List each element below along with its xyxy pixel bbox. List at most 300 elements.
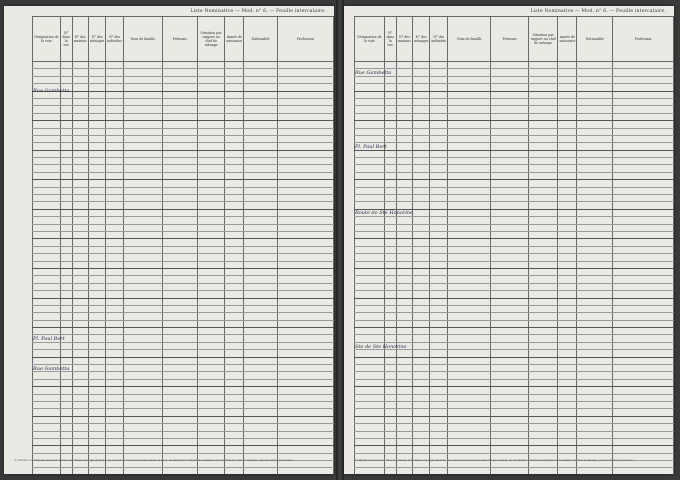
table-cell [72,350,88,357]
table-cell [106,320,124,327]
table-cell [88,424,105,431]
table-cell [491,180,528,187]
table-cell [60,62,72,69]
table-cell [72,158,88,165]
table-cell [123,268,162,275]
table-cell [33,387,61,394]
table-cell [60,372,72,379]
table-cell [355,379,385,386]
table-cell [612,328,673,335]
table-row [33,62,334,69]
table-cell [612,209,673,216]
table-cell [384,113,396,120]
table-cell [558,350,577,357]
table-cell [244,431,277,438]
table-cell [396,121,412,128]
table-cell [88,276,105,283]
table-cell [412,313,429,320]
table-cell [491,165,528,172]
table-cell [612,195,673,202]
table-cell [577,305,613,312]
table-cell [355,180,385,187]
table-cell [355,283,385,290]
table-cell [60,394,72,401]
table-cell [123,372,162,379]
table-cell [244,291,277,298]
table-cell [225,268,244,275]
table-cell [123,335,162,342]
table-cell [123,172,162,179]
table-cell [412,202,429,209]
table-cell [558,254,577,261]
table-cell [430,91,448,98]
table-cell [106,62,124,69]
table-cell [162,320,197,327]
table-row [33,76,334,83]
table-cell [123,298,162,305]
table-cell [448,91,491,98]
table-cell [491,320,528,327]
table-cell [72,431,88,438]
table-cell [277,298,333,305]
table-row [33,320,334,327]
table-cell [33,409,61,416]
table-row [355,135,674,142]
table-cell [355,276,385,283]
table-cell [448,335,491,342]
table-cell [384,150,396,157]
table-cell [528,335,558,342]
table-cell [396,313,412,320]
table-cell [162,401,197,408]
table-cell [60,320,72,327]
table-cell [396,143,412,150]
table-row [355,187,674,194]
table-cell [123,246,162,253]
table-cell [577,313,613,320]
table-cell [412,113,429,120]
table-row [33,387,334,394]
table-cell [558,113,577,120]
table-cell [491,372,528,379]
table-cell [448,320,491,327]
table-cell [162,342,197,349]
table-cell [396,438,412,445]
table-cell [396,128,412,135]
table-cell [244,69,277,76]
table-cell [277,84,333,91]
table-cell [197,113,225,120]
table-cell [558,224,577,231]
table-cell [448,121,491,128]
table-cell [88,379,105,386]
table-cell [277,143,333,150]
table-cell [72,446,88,453]
table-cell [244,409,277,416]
table-cell [355,113,385,120]
table-cell [491,187,528,194]
table-cell [277,379,333,386]
table-cell [355,261,385,268]
table-cell [384,246,396,253]
table-cell [355,128,385,135]
table-cell [33,246,61,253]
table-cell [106,202,124,209]
table-cell [355,335,385,342]
table-row [33,84,334,91]
table-cell [33,165,61,172]
table-cell [60,239,72,246]
table-row [355,446,674,453]
table-cell [491,158,528,165]
table-cell [355,350,385,357]
table-cell [528,246,558,253]
table-cell [197,69,225,76]
table-row [33,106,334,113]
table-cell [88,224,105,231]
table-cell [197,261,225,268]
table-cell [106,113,124,120]
table-cell [244,165,277,172]
table-cell [88,150,105,157]
table-cell [88,438,105,445]
table-cell [277,165,333,172]
table-cell [448,328,491,335]
table-cell [197,283,225,290]
table-cell [355,158,385,165]
table-cell [60,150,72,157]
table-cell [384,320,396,327]
table-cell [384,357,396,364]
table-cell [612,276,673,283]
table-cell [558,409,577,416]
table-cell [277,305,333,312]
table-cell [612,401,673,408]
table-cell [430,394,448,401]
table-cell [430,172,448,179]
table-row [33,379,334,386]
table-cell [197,424,225,431]
table-cell [384,387,396,394]
table-cell [448,298,491,305]
table-cell [396,320,412,327]
table-cell [612,372,673,379]
table-cell [277,276,333,283]
table-cell [558,172,577,179]
table-cell [430,165,448,172]
table-cell [384,261,396,268]
table-cell [162,231,197,238]
table-cell [528,394,558,401]
table-cell [384,431,396,438]
table-cell [244,202,277,209]
table-cell [612,224,673,231]
table-cell [384,372,396,379]
table-cell [277,409,333,416]
table-cell [277,246,333,253]
table-cell [384,291,396,298]
table-cell [197,372,225,379]
table-cell [33,150,61,157]
table-cell [577,165,613,172]
table-cell [123,350,162,357]
table-cell [225,313,244,320]
table-cell [197,394,225,401]
table-cell [430,268,448,275]
table-cell [491,91,528,98]
table-cell [197,438,225,445]
table-row [355,202,674,209]
table-cell [355,431,385,438]
table-cell [123,328,162,335]
table-cell [72,224,88,231]
table-cell [244,379,277,386]
table-cell [528,283,558,290]
table-cell [244,298,277,305]
table-cell [106,195,124,202]
table-row [355,268,674,275]
table-cell [277,438,333,445]
table-cell [355,268,385,275]
table-cell [612,231,673,238]
table-cell [528,438,558,445]
table-cell [430,69,448,76]
table-cell [558,305,577,312]
table-cell [491,409,528,416]
table-cell [33,172,61,179]
table-cell [448,231,491,238]
table-cell [72,357,88,364]
table-cell [612,98,673,105]
table-cell [430,276,448,283]
table-cell [72,128,88,135]
table-cell [491,172,528,179]
table-cell [412,254,429,261]
table-cell [384,217,396,224]
table-cell [412,401,429,408]
table-cell [244,365,277,372]
table-cell [412,143,429,150]
table-cell [430,416,448,423]
table-cell [60,128,72,135]
table-cell [60,305,72,312]
table-cell [577,69,613,76]
table-row [33,394,334,401]
table-cell [33,231,61,238]
table-cell [106,283,124,290]
table-cell [277,328,333,335]
table-cell [448,106,491,113]
table-cell [106,158,124,165]
table-cell [72,180,88,187]
table-cell [33,305,61,312]
table-cell [577,268,613,275]
table-cell [106,246,124,253]
table-row [355,231,674,238]
table-cell [244,106,277,113]
table-cell [72,62,88,69]
table-cell [88,180,105,187]
table-cell [577,328,613,335]
table-cell [528,91,558,98]
table-cell [244,91,277,98]
table-cell [355,320,385,327]
table-cell [355,246,385,253]
table-cell [448,135,491,142]
table-cell [612,313,673,320]
table-cell [577,298,613,305]
column-header: Désignation de la voie [355,17,385,62]
table-row [355,305,674,312]
table-cell [558,335,577,342]
table-cell [430,113,448,120]
table-cell [558,365,577,372]
table-cell [33,135,61,142]
table-cell [162,305,197,312]
table-cell [162,69,197,76]
table-cell [123,224,162,231]
table-cell [558,320,577,327]
table-row [33,69,334,76]
table-cell [577,150,613,157]
table-cell [106,231,124,238]
table-cell [123,202,162,209]
table-cell [106,431,124,438]
table-cell [33,98,61,105]
table-cell [412,195,429,202]
table-cell [162,283,197,290]
table-row [355,283,674,290]
table-row [355,62,674,69]
table-cell [430,365,448,372]
table-cell [577,365,613,372]
table-cell [396,217,412,224]
table-cell [577,283,613,290]
table-cell [355,328,385,335]
table-cell [384,328,396,335]
table-cell [197,298,225,305]
table-cell [412,84,429,91]
table-cell [33,209,61,216]
table-cell [244,246,277,253]
table-cell [558,76,577,83]
table-row [33,165,334,172]
table-cell [430,202,448,209]
table-cell [355,106,385,113]
table-cell [396,113,412,120]
column-header: Profession [277,17,333,62]
table-cell [162,165,197,172]
table-cell [558,239,577,246]
table-cell [577,231,613,238]
table-cell [277,172,333,179]
table-cell [558,98,577,105]
table-cell [277,180,333,187]
table-cell [528,239,558,246]
table-cell [412,91,429,98]
table-cell [384,98,396,105]
table-cell [72,298,88,305]
table-row [33,438,334,445]
table-cell [396,305,412,312]
table-cell [612,261,673,268]
table-cell [491,431,528,438]
table-cell [244,158,277,165]
table-cell [448,158,491,165]
table-row [33,283,334,290]
table-cell [412,217,429,224]
table-cell [491,128,528,135]
table-cell [430,409,448,416]
table-cell [384,91,396,98]
table-cell [430,335,448,342]
table-cell [448,409,491,416]
table-cell [412,431,429,438]
table-cell [430,98,448,105]
table-cell [355,239,385,246]
table-cell [60,202,72,209]
table-cell [197,305,225,312]
table-row [33,350,334,357]
table-cell [612,409,673,416]
table-cell [60,209,72,216]
column-header: N° des ménages [412,17,429,62]
table-cell [396,409,412,416]
column-header: N° dans la rue [60,17,72,62]
table-cell [384,298,396,305]
table-cell [197,165,225,172]
table-cell [491,350,528,357]
table-cell [491,446,528,453]
table-cell [60,135,72,142]
table-cell [491,387,528,394]
table-cell [33,239,61,246]
table-cell [577,239,613,246]
table-cell [448,446,491,453]
table-cell [162,446,197,453]
table-cell [448,150,491,157]
table-row [355,365,674,372]
table-cell [60,424,72,431]
table-cell [162,335,197,342]
table-cell [412,187,429,194]
table-cell [384,172,396,179]
table-cell [162,409,197,416]
table-cell [197,357,225,364]
table-cell [396,91,412,98]
table-cell [491,291,528,298]
table-cell [123,84,162,91]
table-cell [60,379,72,386]
table-row [33,372,334,379]
table-cell [33,291,61,298]
table-cell [244,305,277,312]
table-cell [412,394,429,401]
table-cell [528,268,558,275]
table-cell [528,320,558,327]
table-cell [244,187,277,194]
table-cell [197,276,225,283]
table-cell [162,224,197,231]
table-row [355,291,674,298]
table-cell [277,335,333,342]
table-cell [244,387,277,394]
column-header: N° des individus [430,17,448,62]
table-cell [88,298,105,305]
table-cell [448,143,491,150]
table-cell [430,379,448,386]
table-cell [33,128,61,135]
